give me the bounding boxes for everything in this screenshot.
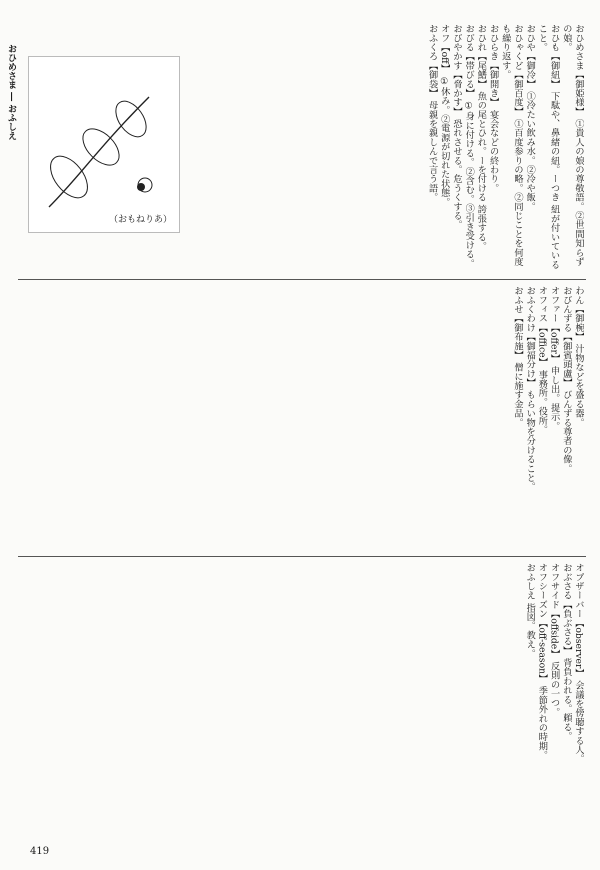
entry-col-3: おひや【御冷】 ①冷たい飲み水。②冷や飯。 <box>524 24 536 211</box>
entry-col-4: オフィス【office】 事務所。役所。 <box>536 286 548 435</box>
plant-illustration <box>28 56 180 233</box>
band-1-columns <box>192 24 584 274</box>
entry-col-8: おびやかす【脅かす】 恐れさせる。危うくする。 <box>450 24 462 230</box>
entry-col-9: オフ【off】 ①休み。②電源が切れた状態。 <box>438 24 450 207</box>
entry-col-3: オファー【offer】 申し出。提示。 <box>548 286 560 431</box>
band-3-columns <box>24 563 584 833</box>
entry-col-4: オフシーズン【off-season】 季節外れの時期。 <box>536 563 548 760</box>
band-divider <box>18 556 586 557</box>
entry-col-1: わん【御椀】 汁物などを盛る器。 <box>573 286 584 427</box>
entry-col-2: おぶさる【負ぶさる】 背負われる。頼る。 <box>560 563 572 741</box>
entry-col-1: オブザーバー【observer】 会議を傍聴する人。 <box>573 563 584 764</box>
band-divider <box>18 279 586 280</box>
entry-col-4: おひゃくど【御百度】 ①百度参りの略。②同じことを何度も繰り返す。 <box>499 24 523 267</box>
entry-col-5: おふしえ 指図。教え。 <box>524 563 536 658</box>
entry-col-7: おびる【帯びる】 ①身に付ける。②含む。③引き受ける。 <box>463 24 475 268</box>
entry-col-1: おひめさま【御姫様】 ①貴人の娘の尊敬語。②世間知らずの娘。 <box>560 24 584 267</box>
entry-col-10: おふくろ【御袋】 母親を親しんで言う語。 <box>426 24 438 202</box>
band-2-columns <box>24 286 584 550</box>
entry-col-2: おひも【御紐】 下駄や、鼻緒の紐。ーつき 紐が付いていること。 <box>536 24 560 270</box>
entry-col-5: おひらき【御開き】 宴会などの終わり。 <box>487 24 499 193</box>
entry-col-2: おびんずる【御賓頭盧】 びんずる尊者の像。 <box>560 286 572 473</box>
page-number: 419 <box>30 846 50 857</box>
illustration-caption: （おもねりあ） <box>109 215 173 225</box>
entry-col-5: おふくわけ【御福分け】 もらい物を分けること。 <box>524 286 536 492</box>
leaf-illustration <box>29 57 179 232</box>
running-head: おひめさま ― おふしえ <box>6 44 16 141</box>
entry-col-3: オフサイド【offside】 反則の一つ。 <box>548 563 560 717</box>
entry-col-6: おひれ【尾鰭】 魚の尾とひれ。ーを付ける 誇張する。 <box>475 24 487 251</box>
entry-col-6: おふせ【御布施】 僧に施す金品。 <box>511 286 523 427</box>
